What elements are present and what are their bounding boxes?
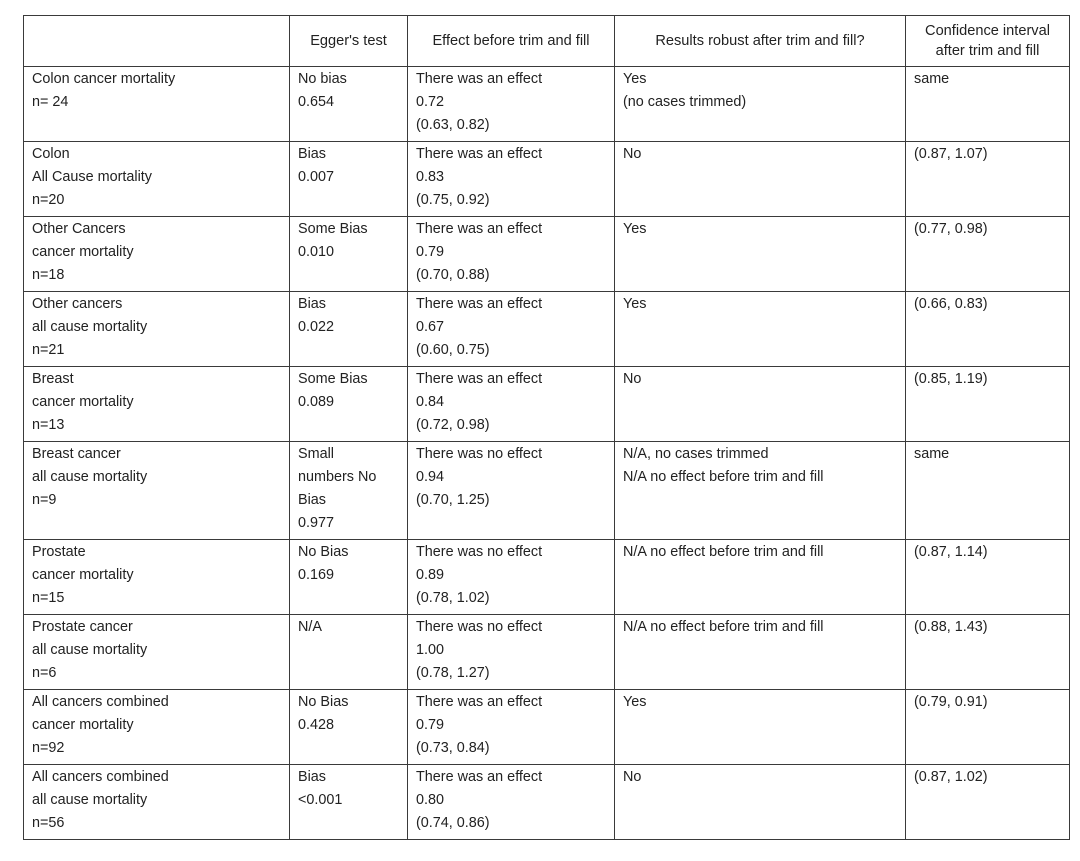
cell-line: Yes: [623, 221, 647, 237]
cell-line: 0.654: [298, 94, 335, 110]
cell-line: Some Bias: [298, 371, 368, 387]
row-label-cell: [24, 615, 290, 690]
cell-line: (0.79, 0.91): [914, 694, 988, 710]
cell-line: No: [623, 371, 642, 387]
cell-line: There was no effect: [416, 619, 543, 635]
effect-before-cell: [408, 615, 615, 690]
cell-line: 0.977: [298, 515, 335, 531]
cell-line: No bias: [298, 71, 347, 87]
effect-before-cell: [408, 765, 615, 840]
cell-line: All cancers combined: [32, 694, 169, 710]
cell-line: n= 24: [32, 94, 69, 110]
cell-line: numbers No: [298, 469, 377, 485]
eggers-test-cell: [290, 540, 408, 615]
header-row: [24, 16, 1070, 67]
eggers-test-cell: [290, 442, 408, 540]
cell-line: cancer mortality: [32, 567, 134, 583]
eggers-test-cell: [290, 690, 408, 765]
cell-line: N/A no effect before trim and fill: [623, 619, 824, 635]
cell-line: (0.72, 0.98): [416, 417, 490, 433]
eggers-test-cell: [290, 67, 408, 142]
cell-line: There was an effect: [416, 221, 543, 237]
eggers-test-cell: [290, 217, 408, 292]
cell-line: (0.66, 0.83): [914, 296, 988, 312]
cell-line: N/A: [298, 619, 322, 635]
cell-line: 1.00: [416, 642, 445, 658]
cell-line: same: [914, 446, 950, 462]
confidence-interval-cell: [906, 690, 1070, 765]
cell-line: (0.87, 1.02): [914, 769, 988, 785]
row-label-cell: [24, 292, 290, 367]
robust-result-cell: [615, 765, 906, 840]
robust-result-cell: [615, 615, 906, 690]
cell-line: 0.022: [298, 319, 335, 335]
cell-line: cancer mortality: [32, 717, 134, 733]
cell-line: Prostate cancer: [32, 619, 133, 635]
eggers-test-cell: [290, 142, 408, 217]
effect-before-cell: [408, 690, 615, 765]
cell-line: (0.60, 0.75): [416, 342, 490, 358]
effect-before-cell: [408, 540, 615, 615]
cell-line: Small: [298, 446, 334, 462]
cell-line: (0.75, 0.92): [416, 192, 490, 208]
cell-line: There was an effect: [416, 371, 543, 387]
table-row: [24, 67, 1070, 142]
cell-line: n=15: [32, 590, 65, 606]
cell-line: Bias: [298, 296, 326, 312]
cell-line: 0.79: [416, 244, 445, 260]
cell-line: Breast: [32, 371, 74, 387]
table-row: [24, 615, 1070, 690]
cell-line: Yes: [623, 694, 647, 710]
row-label-cell: [24, 690, 290, 765]
eggers-test-cell: [290, 292, 408, 367]
effect-before-cell: [408, 292, 615, 367]
effect-before-cell: [408, 67, 615, 142]
table-row: [24, 367, 1070, 442]
cell-line: Bias: [298, 146, 326, 162]
confidence-interval-cell: [906, 540, 1070, 615]
cell-line: Breast cancer: [32, 446, 121, 462]
eggers-test-cell: [290, 615, 408, 690]
cell-line: (0.78, 1.02): [416, 590, 490, 606]
cell-line: All cancers combined: [32, 769, 169, 785]
cell-line: N/A, no cases trimmed: [623, 446, 769, 462]
robust-result-cell: [615, 442, 906, 540]
cell-line: n=6: [32, 665, 57, 681]
cell-line: 0.428: [298, 717, 335, 733]
row-label-cell: [24, 442, 290, 540]
robust-result-cell: [615, 142, 906, 217]
cell-line: same: [914, 71, 950, 87]
cell-line: n=56: [32, 815, 65, 831]
cell-line: (0.85, 1.19): [914, 371, 988, 387]
cell-line: (no cases trimmed): [623, 94, 747, 110]
row-label-cell: [24, 217, 290, 292]
cell-line: all cause mortality: [32, 642, 148, 658]
effect-before-cell: [408, 442, 615, 540]
eggers-test-cell: [290, 765, 408, 840]
cell-line: Some Bias: [298, 221, 368, 237]
cell-line: N/A no effect before trim and fill: [623, 544, 824, 560]
robust-result-cell: [615, 540, 906, 615]
results-table: [23, 15, 1070, 840]
cell-line: There was an effect: [416, 769, 543, 785]
cell-line: all cause mortality: [32, 469, 148, 485]
cell-line: 0.84: [416, 394, 445, 410]
cell-line: 0.010: [298, 244, 335, 260]
robust-result-cell: [615, 367, 906, 442]
header-effect-before: Effect before trim and fill: [408, 16, 615, 67]
effect-before-cell: [408, 142, 615, 217]
cell-line: All Cause mortality: [32, 169, 152, 185]
table-row: [24, 217, 1070, 292]
cell-line: (0.70, 1.25): [416, 492, 490, 508]
cell-line: There was an effect: [416, 296, 543, 312]
cell-line: 0.83: [416, 169, 445, 185]
cell-line: 0.089: [298, 394, 335, 410]
cell-line: There was no effect: [416, 446, 543, 462]
cell-line: n=18: [32, 267, 65, 283]
effect-before-cell: [408, 217, 615, 292]
row-label-cell: [24, 142, 290, 217]
header-eggers-test: Egger's test: [290, 16, 408, 67]
cell-line: n=92: [32, 740, 65, 756]
table-row: [24, 540, 1070, 615]
cell-line: all cause mortality: [32, 792, 148, 808]
header-confidence-interval: Confidence interval after trim and fill: [906, 16, 1070, 67]
table-row: [24, 442, 1070, 540]
confidence-interval-cell: [906, 67, 1070, 142]
cell-line: (0.77, 0.98): [914, 221, 988, 237]
cell-line: cancer mortality: [32, 394, 134, 410]
confidence-interval-cell: [906, 615, 1070, 690]
robust-result-cell: [615, 67, 906, 142]
cell-line: Prostate: [32, 544, 86, 560]
cell-line: (0.74, 0.86): [416, 815, 490, 831]
cell-line: (0.87, 1.14): [914, 544, 988, 560]
row-label-cell: [24, 367, 290, 442]
row-label-cell: [24, 765, 290, 840]
cell-line: No: [623, 146, 642, 162]
cell-line: No Bias: [298, 544, 349, 560]
confidence-interval-cell: [906, 765, 1070, 840]
cell-line: 0.89: [416, 567, 445, 583]
cell-line: 0.80: [416, 792, 445, 808]
confidence-interval-cell: [906, 142, 1070, 217]
cell-line: 0.169: [298, 567, 335, 583]
cell-line: Bias: [298, 492, 326, 508]
cell-line: (0.70, 0.88): [416, 267, 490, 283]
table-row: [24, 142, 1070, 217]
cell-line: (0.63, 0.82): [416, 117, 490, 133]
row-label-cell: [24, 67, 290, 142]
results-table-container: [23, 15, 1069, 840]
row-label-cell: [24, 540, 290, 615]
confidence-interval-cell: [906, 442, 1070, 540]
table-row: [24, 765, 1070, 840]
cell-line: 0.94: [416, 469, 445, 485]
table-header: [24, 16, 1070, 67]
cell-line: n=9: [32, 492, 57, 508]
cell-line: There was an effect: [416, 146, 543, 162]
cell-line: (0.73, 0.84): [416, 740, 490, 756]
table-row: [24, 690, 1070, 765]
cell-line: Colon cancer mortality: [32, 71, 176, 87]
cell-line: n=13: [32, 417, 65, 433]
cell-line: Bias: [298, 769, 326, 785]
header-blank: [24, 16, 290, 67]
cell-line: (0.87, 1.07): [914, 146, 988, 162]
cell-line: Other cancers: [32, 296, 123, 312]
cell-line: n=21: [32, 342, 65, 358]
cell-line: 0.67: [416, 319, 445, 335]
confidence-interval-cell: [906, 217, 1070, 292]
eggers-test-cell: [290, 367, 408, 442]
effect-before-cell: [408, 367, 615, 442]
confidence-interval-cell: [906, 367, 1070, 442]
robust-result-cell: [615, 217, 906, 292]
cell-line: Colon: [32, 146, 70, 162]
cell-line: (0.88, 1.43): [914, 619, 988, 635]
cell-line: <0.001: [298, 792, 343, 808]
cell-line: 0.007: [298, 169, 335, 185]
cell-line: (0.78, 1.27): [416, 665, 490, 681]
cell-line: cancer mortality: [32, 244, 134, 260]
cell-line: n=20: [32, 192, 65, 208]
cell-line: Yes: [623, 71, 647, 87]
cell-line: There was no effect: [416, 544, 543, 560]
table-body: [24, 67, 1070, 840]
cell-line: No Bias: [298, 694, 349, 710]
cell-line: There was an effect: [416, 71, 543, 87]
robust-result-cell: [615, 292, 906, 367]
cell-line: Yes: [623, 296, 647, 312]
cell-line: 0.79: [416, 717, 445, 733]
cell-line: all cause mortality: [32, 319, 148, 335]
table-row: [24, 292, 1070, 367]
cell-line: No: [623, 769, 642, 785]
cell-line: N/A no effect before trim and fill: [623, 469, 824, 485]
robust-result-cell: [615, 690, 906, 765]
header-results-robust: Results robust after trim and fill?: [615, 16, 906, 67]
cell-line: Other Cancers: [32, 221, 126, 237]
cell-line: 0.72: [416, 94, 445, 110]
cell-line: There was an effect: [416, 694, 543, 710]
confidence-interval-cell: [906, 292, 1070, 367]
